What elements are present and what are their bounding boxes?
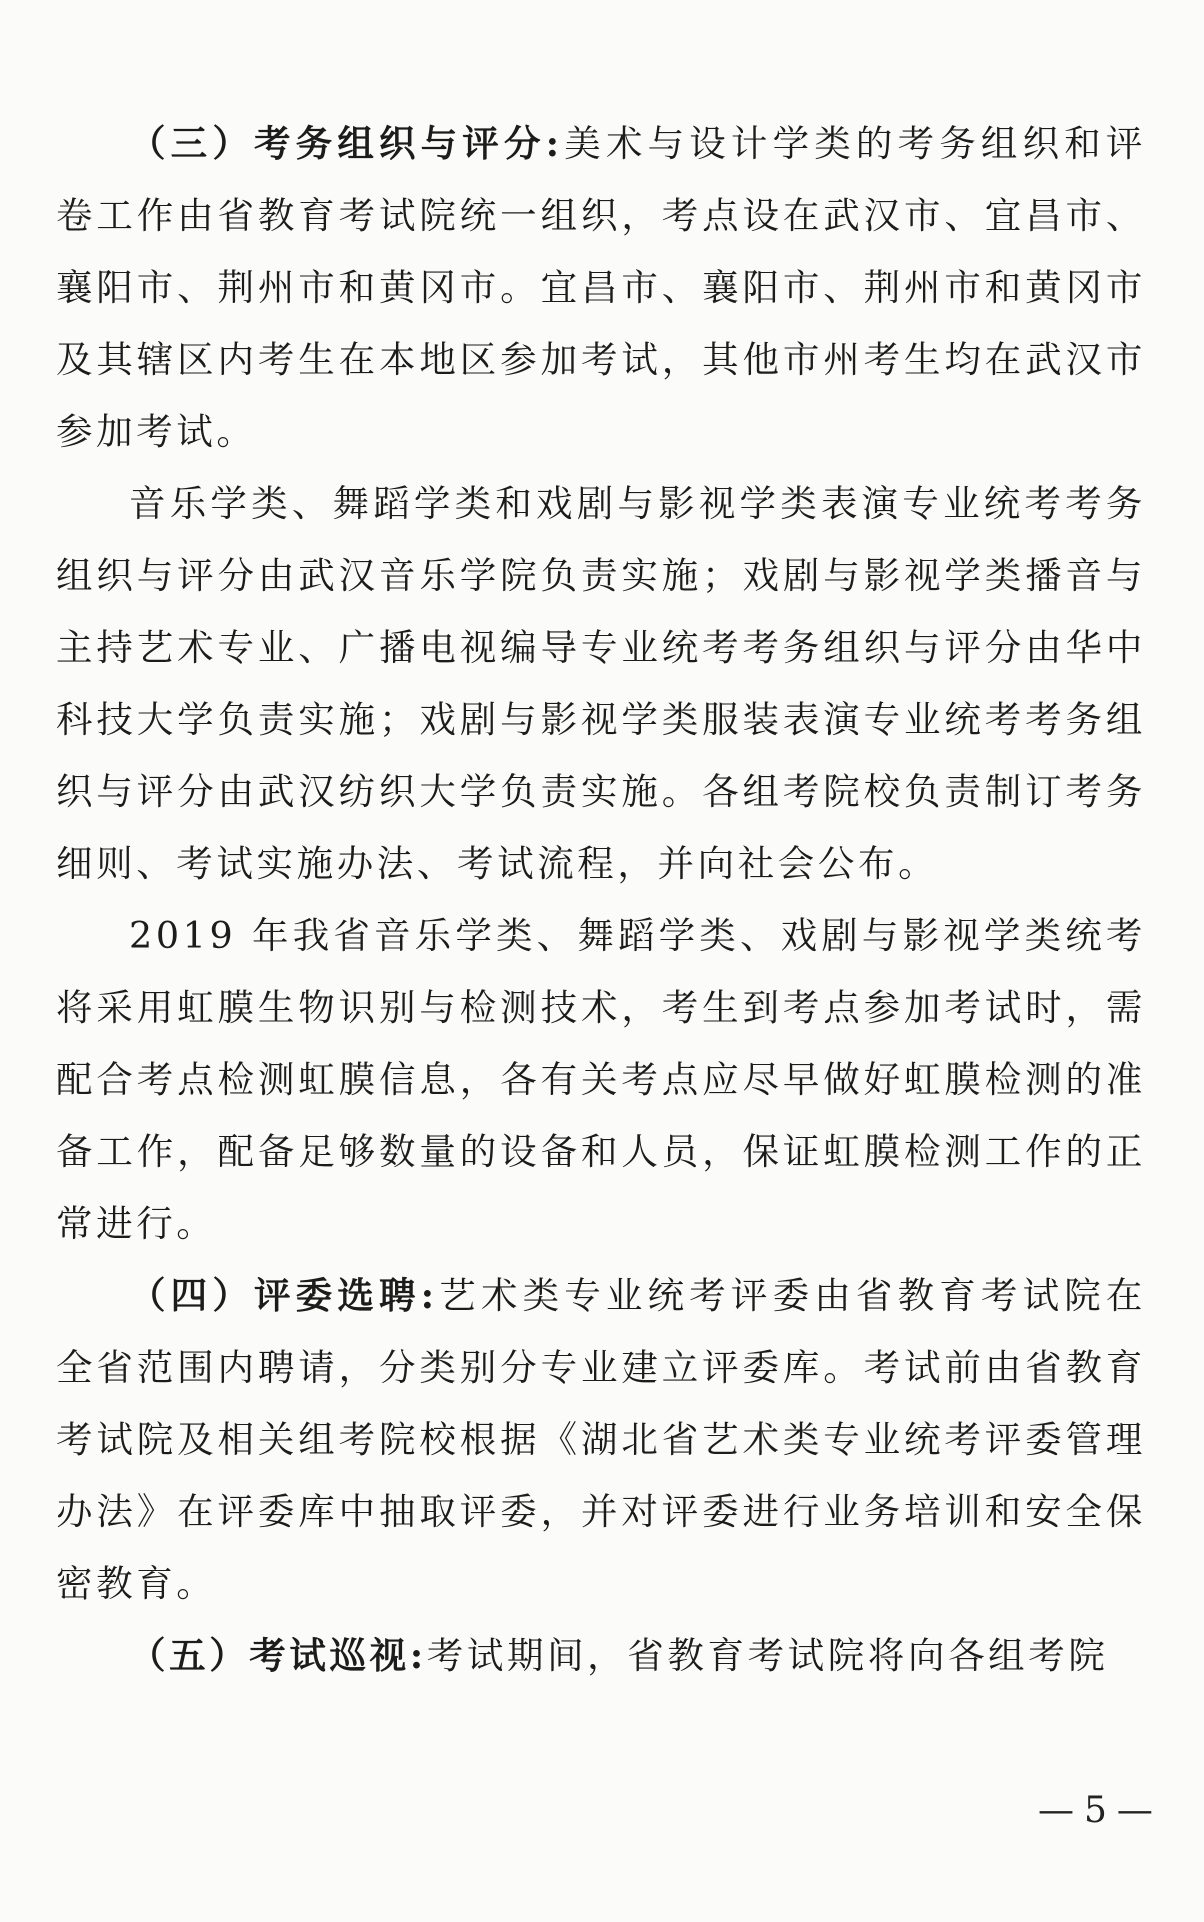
paragraph-text: 音乐学类、舞蹈学类和戏剧与影视学类表演专业统考考务组织与评分由武汉音乐学院负责实施；戏剧与影视学类播音与主持艺术专业、广播电视编导专业统考考务组织与评分由华中科技大学负责实施；戏剧与影视学类服装表演专业统考考务组织与评分由武汉纺织大学负责实施。各组考院校负责制订考务细则、考试实施办法、考试流程，并向社会公布。 — [56, 482, 1146, 885]
paragraph-text: 2019 年我省音乐学类、舞蹈学类、戏剧与影视学类统考将采用虹膜生物识别与检测技术，考生到考点参加考试时，需配合考点检测虹膜信息，各有关考点应尽早做好虹膜检测的准备工作，配备足够数量的设备和人员，保证虹膜检测工作的正常进行。 — [56, 914, 1146, 1245]
paragraph-text: 艺术类专业统考评委由省教育考试院在全省范围内聘请，分类别分专业建立评委库。考试前由省教育考试院及相关组考院校根据《湖北省艺术类专业统考评委管理办法》在评委库中抽取评委，并对评委进行业务培训和安全保密教育。 — [56, 1274, 1146, 1605]
paragraph-text: 考试期间，省教育考试院将向各组考院 — [426, 1634, 1109, 1677]
paragraph-music-dance-drama — [56, 468, 1146, 900]
paragraph-judge-selection — [56, 1260, 1146, 1620]
paragraph-iris-detection — [56, 900, 1146, 1260]
page-number — [1030, 1790, 1163, 1831]
paragraph-text: 美术与设计学类的考务组织和评卷工作由省教育考试院统一组织，考点设在武汉市、宜昌市、襄阳市、荆州市和黄冈市。宜昌市、襄阳市、荆州市和黄冈市及其辖区内考生在本地区参加考试，其他市州考生均在武汉市参加考试。 — [56, 122, 1147, 453]
page-dash-right: — — [1116, 1790, 1155, 1831]
section-heading-3: （三）考务组织与评分: — [129, 122, 563, 165]
paragraph-exam-inspection — [56, 1620, 1146, 1692]
page-dash-left: — — [1038, 1790, 1076, 1831]
document-body — [56, 108, 1146, 1692]
section-heading-4: （四）评委选聘: — [129, 1274, 438, 1317]
paragraph-exam-organization — [56, 108, 1146, 468]
section-heading-5: （五）考试巡视: — [129, 1634, 427, 1677]
page-number-value: 5 — [1084, 1790, 1109, 1831]
